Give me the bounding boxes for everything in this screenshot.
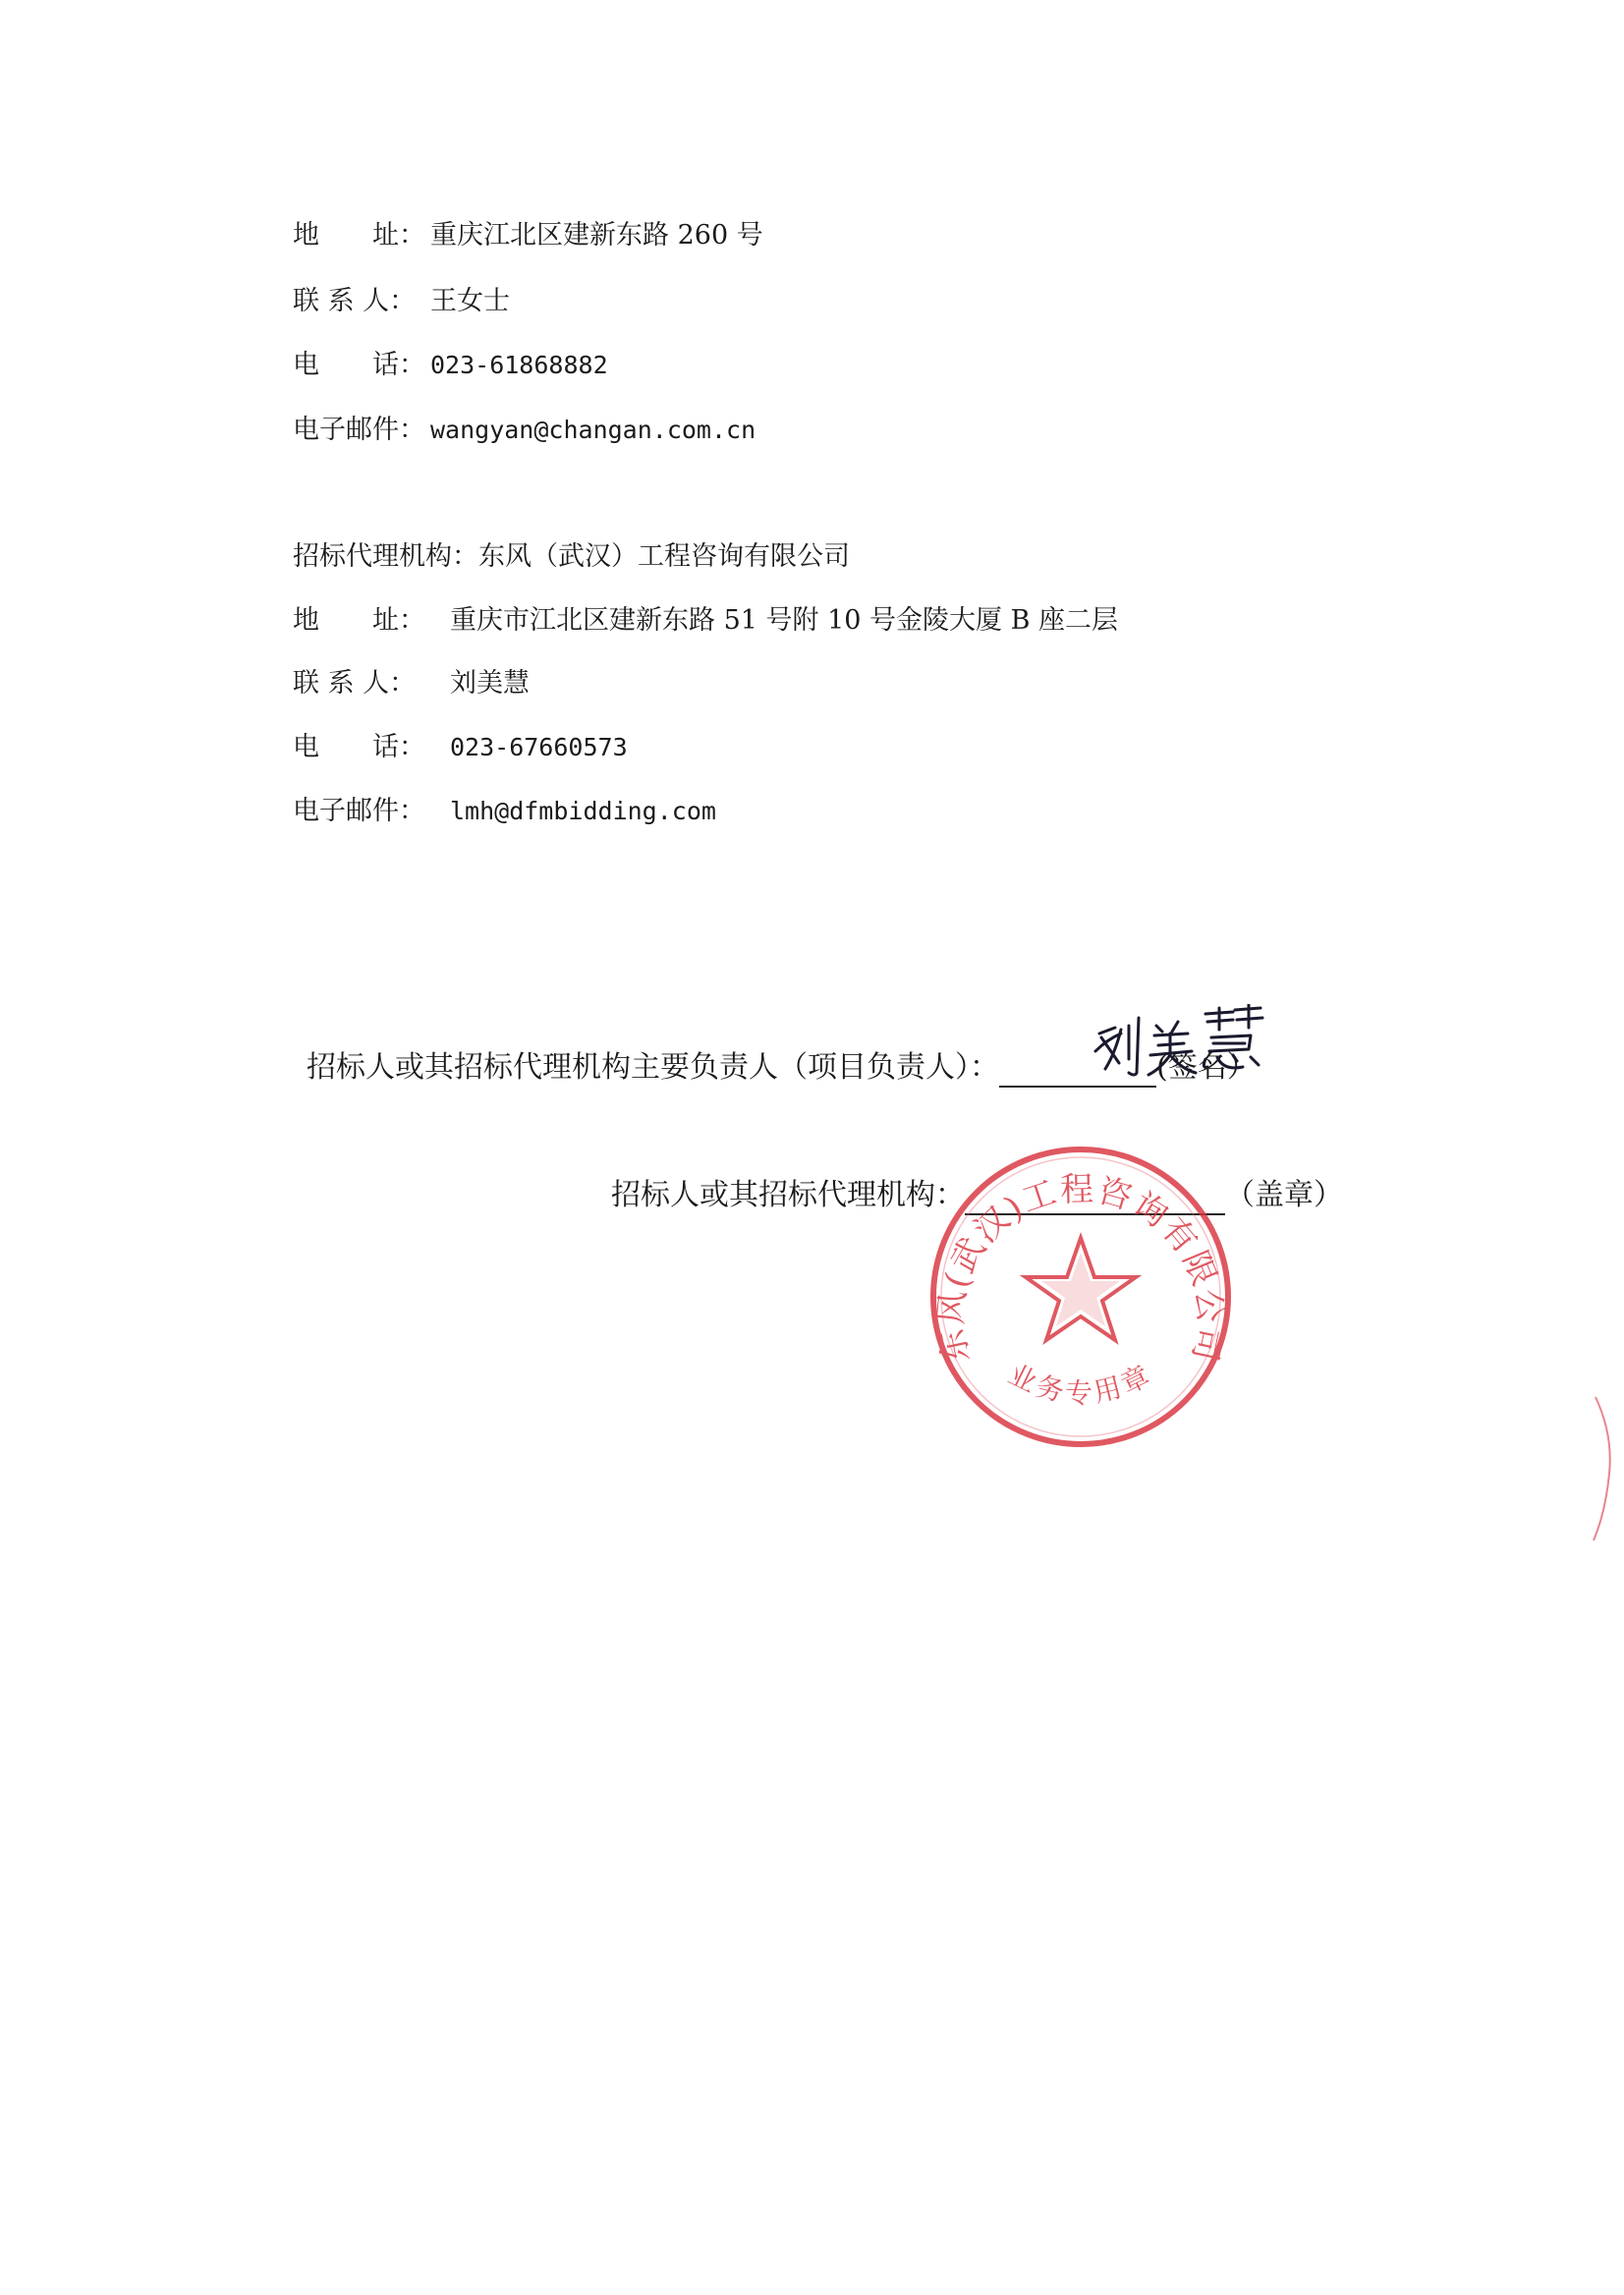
address-label: 地 址： xyxy=(293,605,425,636)
edge-scan-mark xyxy=(1592,1395,1621,1542)
agency-contact: 刘美慧 xyxy=(450,668,530,699)
email-label: 电子邮件： xyxy=(293,796,425,826)
agency-phone: 023-67660573 xyxy=(450,733,628,761)
contact-label: 联 系 人： xyxy=(293,286,417,316)
tenderer-address-line xyxy=(293,218,763,253)
tenderer-contact: 王女士 xyxy=(430,286,510,316)
handwritten-signature xyxy=(1086,1004,1282,1083)
agency-label: 招标代理机构： xyxy=(293,541,478,572)
phone-label: 电 话： xyxy=(293,732,425,762)
svg-text:业务专用章 xyxy=(1003,1358,1158,1410)
contact-label: 联 系 人： xyxy=(293,668,417,699)
agency-email-line xyxy=(293,794,716,829)
seal-bottom-text: 业务专用章 xyxy=(1002,1357,1159,1410)
agency-address: 重庆市江北区建新东路 51 号附 10 号金陵大厦 B 座二层 xyxy=(450,605,1119,636)
tenderer-phone-line xyxy=(293,348,608,383)
principal-label: 招标人或其招标代理机构主要负责人（项目负责人）： xyxy=(307,1050,999,1085)
tenderer-address: 重庆江北区建新东路 260 号 xyxy=(430,220,763,251)
org-label: 招标人或其招标代理机构： xyxy=(611,1178,965,1212)
tenderer-email[interactable]: wangyan@changan.com.cn xyxy=(430,416,756,444)
tenderer-phone: 023-61868882 xyxy=(430,351,608,379)
agency-address-line xyxy=(293,603,1118,639)
seal-ring-text: 东风(武汉)工程咨询有限公司 xyxy=(930,1169,1231,1367)
company-seal xyxy=(914,1130,1248,1464)
agency-phone-line xyxy=(293,730,628,765)
agency-email[interactable]: lmh@dfmbidding.com xyxy=(450,797,716,825)
agency-contact-line xyxy=(293,666,530,701)
tenderer-contact-line xyxy=(293,284,510,319)
sign-note: (签名） xyxy=(1156,1050,1257,1085)
stamp-note: （盖章） xyxy=(1225,1178,1343,1212)
tenderer-email-line xyxy=(293,413,756,448)
agency-name-line xyxy=(293,539,850,575)
email-label: 电子邮件： xyxy=(293,415,425,445)
address-label: 地 址： xyxy=(293,220,425,251)
agency-name: 东风（武汉）工程咨询有限公司 xyxy=(478,541,850,572)
phone-label: 电 话： xyxy=(293,350,425,380)
